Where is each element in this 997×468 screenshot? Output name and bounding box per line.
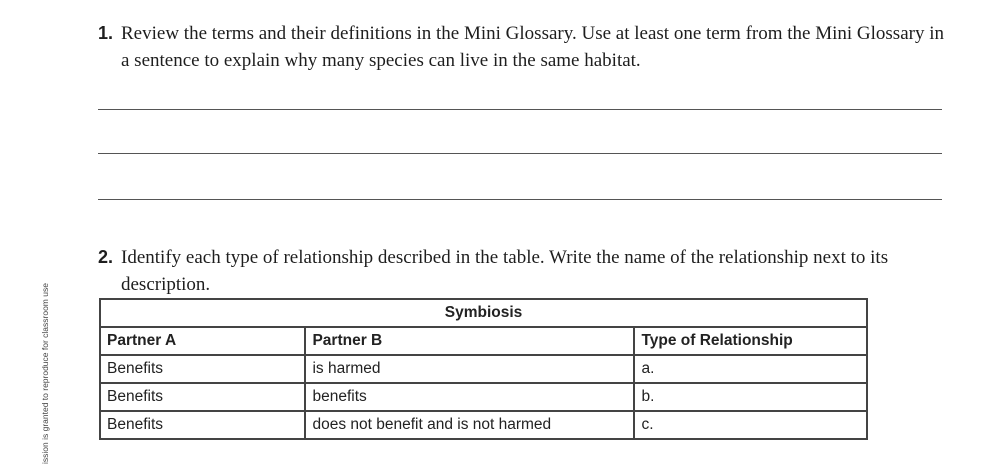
answer-line-2[interactable] [98, 153, 942, 154]
cell-partner-b: does not benefit and is not harmed [305, 411, 634, 439]
cell-partner-a: Benefits [100, 411, 305, 439]
header-partner-a: Partner A [100, 327, 305, 355]
question-1-number: 1. [98, 23, 114, 43]
answer-line-3[interactable] [98, 199, 942, 200]
question-2-number: 2. [98, 247, 114, 267]
cell-partner-a: Benefits [100, 383, 305, 411]
symbiosis-table [99, 298, 868, 440]
header-partner-b: Partner B [305, 327, 634, 355]
question-2-text: Identify each type of relationship described in the table. Write the name of the relationship next to its description. [121, 247, 889, 295]
question-1 [98, 20, 948, 74]
answer-line-1[interactable] [98, 109, 942, 110]
cell-partner-a: Benefits [100, 355, 305, 383]
permission-note: ission is granted to reproduce for classroom use [40, 283, 50, 464]
table-row [100, 383, 867, 411]
table-row [100, 355, 867, 383]
answer-cell-b[interactable]: b. [634, 383, 867, 411]
cell-partner-b: is harmed [305, 355, 634, 383]
question-1-text: Review the terms and their definitions in the Mini Glossary. Use at least one term from the Mini Glossary in a sentence to explain why many species can live in the same habitat. [121, 23, 944, 71]
cell-partner-b: benefits [305, 383, 634, 411]
table-title: Symbiosis [100, 299, 867, 327]
header-type-of-relationship: Type of Relationship [634, 327, 867, 355]
answer-cell-a[interactable]: a. [634, 355, 867, 383]
table-row [100, 411, 867, 439]
question-2 [98, 244, 948, 298]
answer-cell-c[interactable]: c. [634, 411, 867, 439]
